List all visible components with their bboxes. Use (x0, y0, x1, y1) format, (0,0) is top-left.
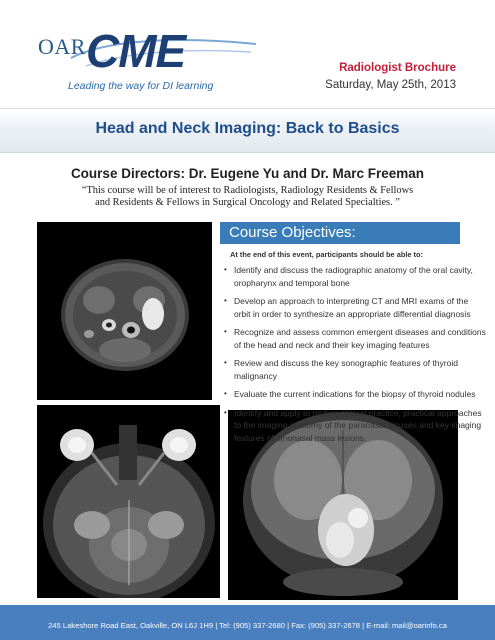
bullet-icon: • (224, 389, 227, 398)
objective-line: Recognize and assess common emergent diseases and conditions (234, 327, 486, 337)
title-banner (0, 108, 495, 153)
course-directors: Course Directors: Dr. Eugene Yu and Dr. Marc Freeman (70, 166, 425, 181)
bullet-icon: • (224, 358, 227, 367)
event-date: Saturday, May 25th, 2013 (325, 79, 456, 91)
list-item (222, 264, 472, 289)
objective-line: malignancy (234, 370, 277, 381)
objectives-list (222, 264, 486, 450)
objective-line: Identify and discuss the radiographic anatomy of the oral cavity, (234, 265, 473, 275)
course-title: Head and Neck Imaging: Back to Basics (95, 120, 400, 137)
mri-orbits-axial-image (37, 405, 220, 598)
logo-cme-text: CME (86, 25, 186, 77)
mri-orbits-icon (37, 405, 220, 598)
objective-line: Evaluate the current indications for the biopsy of thyroid nodules (234, 389, 476, 399)
objective-line: Review and discuss the key sonographic features of thyroid (234, 358, 458, 368)
list-item (222, 388, 476, 401)
list-item (222, 326, 486, 351)
objective-line: features of sinonasal mass lesions. (234, 432, 367, 443)
logo-tagline: Leading the way for DI learning (68, 80, 214, 92)
objectives-intro: At the end of this event, participants should be able to: (230, 250, 423, 259)
bullet-icon: • (224, 407, 227, 417)
mri-neck-axial-image (37, 222, 212, 400)
objective-line: orbit in order to synthesize an appropriate differential diagnosis (234, 308, 471, 319)
bullet-icon: • (224, 327, 227, 336)
objective-line: to the imaging anatomy of the paranasal sinuses and key imaging (234, 420, 482, 430)
brochure-title: Radiologist Brochure (339, 62, 456, 74)
quote-line: “This course will be of interest to Radiologists, Radiology Residents & Fellows (81, 185, 414, 196)
list-item (222, 295, 472, 320)
bullet-icon: • (224, 296, 227, 305)
mri-neck-icon (37, 222, 212, 400)
objective-line: oropharynx and temporal bone (234, 277, 350, 288)
list-item (222, 407, 482, 445)
footer-bar (0, 605, 495, 640)
objectives-heading: Course Objectives: (229, 224, 356, 241)
quote-line: and Residents & Fellows in Surgical Oncology and Related Specialties. ” (95, 196, 400, 208)
oar-cme-logo (38, 25, 278, 98)
objective-line: Identify and apply to routine clinical practice, practical approaches (234, 407, 482, 418)
objectives-header (220, 222, 460, 244)
audience-quote (60, 185, 435, 208)
bullet-icon: • (224, 265, 227, 274)
objective-line: Develop an approach to interpreting CT and MRI exams of the (234, 296, 469, 306)
list-item (222, 357, 472, 382)
objective-line: of the head and neck and their key imaging features (234, 339, 430, 350)
logo-oar-text: OAR (38, 34, 86, 59)
footer-contact: 245 Lakeshore Road East, Oakville, ON L6J 1H9 | Tel: (905) 337-2680 | Fax: (905) 337-2678 | E-mail: mail@oarinfo.ca (48, 621, 447, 630)
